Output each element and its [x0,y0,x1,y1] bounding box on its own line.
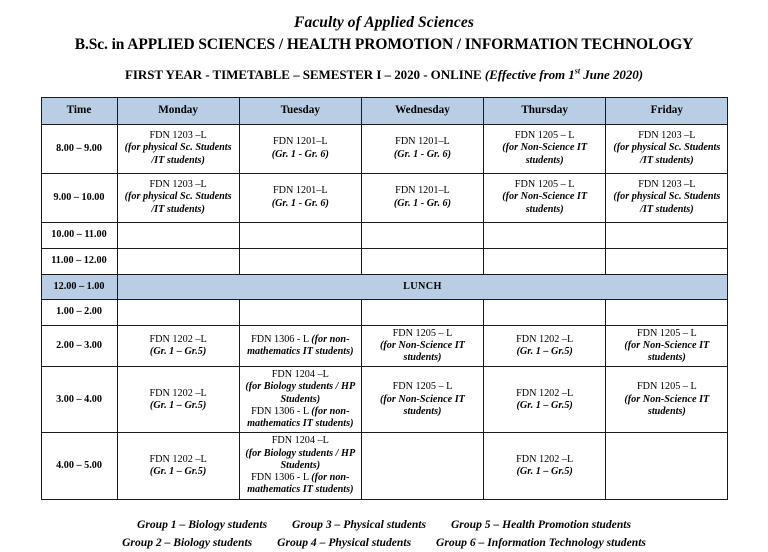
legend-item-group5: Group 5 – Health Promotion students [450,517,631,531]
column-header-monday: Monday [117,97,239,124]
legend-item-group4: Group 4 – Physical students [277,535,412,549]
group-legend [0,516,768,552]
course-code: FDN 1201–L [395,185,450,197]
class-cell-monday [117,367,239,433]
course-code: FDN 1205 – L [392,327,453,339]
course-note: (Gr. 1 – Gr.5) [516,399,573,411]
course-note: (for Biology students / HP Students) [245,381,356,405]
course-code: FDN 1205 – L [392,381,453,393]
course-note: (for physical Sc. Students /IT students) [124,142,232,166]
course-note: (for Biology students / HP Students) [245,447,356,471]
class-cell-friday [606,433,728,499]
timetable-row [41,222,728,248]
course-code: FDN 1201–L [272,185,328,197]
class-cell-thursday [484,325,606,367]
course-code: FDN 1202 –L [149,453,207,465]
timetable-row [41,124,728,173]
course-code: FDN 1202 –L [149,333,207,345]
faculty-title: Faculty of Applied Sciences [294,14,474,31]
course-note: (Gr. 1 – Gr.5) [149,345,207,357]
class-cell-thursday [484,173,606,222]
class-cell-wednesday [361,248,483,274]
effective-post: June 2020) [580,66,644,82]
course-note: (Gr. 1 - Gr. 6) [393,148,452,160]
course-note: (for physical Sc. Students /IT students) [613,142,721,166]
degree-title: B.Sc. in APPLIED SCIENCES / HEALTH PROMOTION / INFORMATION TECHNOLOGY [74,36,694,54]
course-code: FDN 1204 –L [271,369,329,381]
class-cell-tuesday [239,325,361,367]
course-note: (Gr. 1 - Gr. 6) [393,197,452,209]
class-cell-monday [117,248,239,274]
course-code-secondary: FDN 1306 - L [251,405,312,417]
timetable-container [41,97,728,500]
class-cell-thursday [484,367,606,433]
column-header-friday: Friday [606,97,728,124]
class-cell-wednesday [361,299,483,325]
effective-date-text [485,67,643,82]
time-slot-label: 10.00 – 11.00 [41,222,117,248]
class-entry-secondary [242,406,359,430]
legend-row-1 [0,516,768,534]
class-cell-thursday [484,299,606,325]
class-cell-tuesday [239,367,361,433]
timetable-row [41,173,728,222]
course-note: (for Non-Science IT students) [502,142,588,166]
time-slot-label: 3.00 – 4.00 [41,367,117,433]
course-note-secondary: (for non-mathematics IT students) [247,405,354,430]
time-slot-label: 12.00 – 1.00 [41,274,117,299]
course-code: FDN 1205 – L [636,327,697,339]
table-header-row [41,97,728,124]
course-note: (for physical Sc. Students /IT students) [124,191,232,215]
timetable-row [41,433,728,499]
class-cell-thursday [484,433,606,499]
time-slot-label: 1.00 – 2.00 [41,299,117,325]
legend-item-group3: Group 3 – Physical students [292,517,427,531]
course-note: (Gr. 1 – Gr.5) [149,399,207,411]
timetable-row [41,248,728,274]
class-cell-wednesday [361,325,483,367]
legend-item-group2: Group 2 – Biology students [122,535,253,549]
course-note: (Gr. 1 – Gr.5) [516,345,573,357]
course-code: FDN 1205 – L [514,130,575,142]
class-cell-friday [606,367,728,433]
time-slot-label: 8.00 – 9.00 [41,124,117,173]
course-code: FDN 1306 - L [251,333,312,345]
course-note: (for Non-Science IT students) [502,191,588,215]
timetable-row [41,367,728,433]
class-cell-tuesday [239,124,361,173]
course-code: FDN 1202 –L [516,387,574,399]
course-code: FDN 1202 –L [516,333,574,345]
course-note: (for Non-Science IT students) [380,393,465,417]
class-cell-monday [117,124,239,173]
effective-pre: (Effective from 1 [484,66,575,82]
class-cell-friday [606,248,728,274]
time-slot-label: 9.00 – 10.00 [41,173,117,222]
course-note: (for physical Sc. Students /IT students) [613,191,721,215]
course-code-secondary: FDN 1306 - L [251,472,312,484]
course-code: FDN 1201–L [395,136,450,148]
course-note-secondary: (for non-mathematics IT students) [247,472,354,496]
course-code: FDN 1203 –L [149,130,207,142]
class-entry-secondary [242,472,359,496]
semester-main-text: FIRST YEAR - TIMETABLE – SEMESTER I – 2020 - ONLINE [124,66,485,82]
column-header-tuesday: Tuesday [239,97,361,124]
course-code: FDN 1203 –L [149,179,207,191]
class-cell-monday [117,433,239,499]
course-code: FDN 1203 –L [638,179,696,191]
timetable [41,97,729,500]
class-cell-friday [606,222,728,248]
time-slot-label: 4.00 – 5.00 [41,433,117,499]
class-cell-monday [117,325,239,367]
class-cell-monday [117,173,239,222]
course-code: FDN 1203 –L [638,130,696,142]
timetable-body [41,124,728,499]
document-header [0,0,768,83]
class-cell-monday [117,299,239,325]
course-note: (Gr. 1 – Gr.5) [149,465,207,477]
class-cell-tuesday [239,173,361,222]
course-note: (for Non-Science IT students) [380,339,465,363]
column-header-thursday: Thursday [484,97,606,124]
course-note: (for Non-Science IT students) [624,393,710,417]
time-slot-label: 11.00 – 12.00 [41,248,117,274]
class-cell-wednesday [361,222,483,248]
legend-item-group1: Group 1 – Biology students [136,517,268,531]
class-entry [242,334,359,358]
class-cell-tuesday [239,222,361,248]
course-note: (Gr. 1 - Gr. 6) [271,197,329,209]
column-header-wednesday: Wednesday [361,97,483,124]
course-note: (Gr. 1 – Gr.5) [516,465,573,477]
timetable-row [41,299,728,325]
course-code: FDN 1202 –L [516,453,574,465]
legend-item-group6: Group 6 – Information Technology students [436,535,646,549]
course-code: FDN 1202 –L [149,387,207,399]
class-cell-monday [117,222,239,248]
class-cell-thursday [484,248,606,274]
class-cell-thursday [484,124,606,173]
course-note: (for Non-Science IT students) [624,339,710,363]
course-code: FDN 1201–L [272,136,328,148]
class-cell-tuesday [239,248,361,274]
lunch-break-cell: LUNCH [117,274,728,299]
class-cell-tuesday [239,433,361,499]
class-cell-friday [606,124,728,173]
class-cell-wednesday [361,367,483,433]
course-code: FDN 1205 – L [514,179,575,191]
course-note: (Gr. 1 - Gr. 6) [271,148,329,160]
course-code: FDN 1205 – L [636,381,697,393]
time-slot-label: 2.00 – 3.00 [41,325,117,367]
class-cell-wednesday [361,173,483,222]
class-cell-friday [606,173,728,222]
course-code: FDN 1204 –L [271,435,329,447]
class-cell-wednesday [361,124,483,173]
class-cell-tuesday [239,299,361,325]
class-cell-friday [606,325,728,367]
timetable-row [41,325,728,367]
effective-ordinal-suffix: st [574,66,581,76]
course-note: (for non-mathematics IT students) [247,333,354,357]
timetable-row [41,274,728,299]
semester-subtitle [0,67,768,83]
class-cell-friday [606,299,728,325]
class-cell-wednesday [361,433,483,499]
column-header-time: Time [41,97,117,124]
class-cell-thursday [484,222,606,248]
